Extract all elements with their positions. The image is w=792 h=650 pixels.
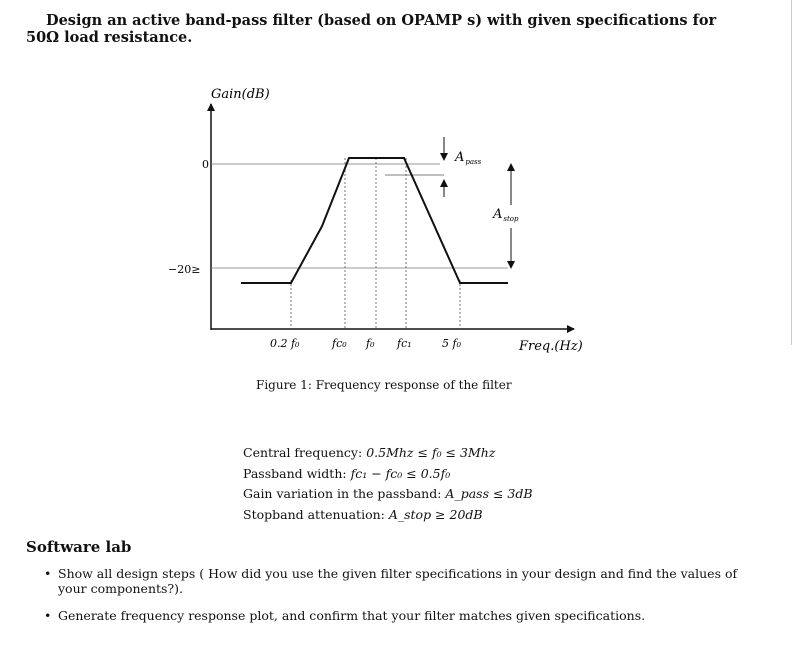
spec-passband-width: Passband width: fc₁ − fc₀ ≤ 0.5f₀ [243,465,451,481]
problem-title: Design an active band-pass filter (based on OPAMP s) with given specifications for 50Ω load resistance. [26,12,717,46]
x-tick-f0: f₀ [366,337,375,350]
list-item: • Generate frequency response plot, and confirm that your filter matches given specifications. [44,608,744,623]
a-pass-label: $A_{pass}$ [455,150,482,166]
software-lab-heading: Software lab [26,538,132,556]
x-tick-5f0: 5 f₀ [442,337,461,350]
a-stop-label: $A_{stop}$ [493,207,519,223]
x-tick-fc0: fc₀ [332,337,347,350]
software-lab-list [44,566,744,635]
spec-stopband-attenuation: Stopband attenuation: A_stop ≥ 20dB [243,506,483,522]
specifications-block [243,443,533,525]
x-axis-label: Freq.(Hz) [519,339,583,354]
figure-caption: Figure 1: Frequency response of the filter [256,378,512,392]
y-tick-0: 0 [202,158,209,171]
spec-central-frequency: Central frequency: 0.5Mhz ≤ f₀ ≤ 3Mhz [243,445,496,460]
response-curve [241,158,508,283]
x-tick-fc1: fc₁ [397,337,412,350]
y-axis-label: Gain(dB) [211,87,270,102]
spec-gain-variation: Gain variation in the passband: A_pass ≤ 3dB [243,486,533,501]
list-item: • Show all design steps ( How did you use the given filter specifications in your design and find the values of your components?). [44,566,744,596]
y-tick-minus20: −20≥ [168,263,201,276]
x-tick-0-2f0: 0.2 f₀ [270,337,300,350]
